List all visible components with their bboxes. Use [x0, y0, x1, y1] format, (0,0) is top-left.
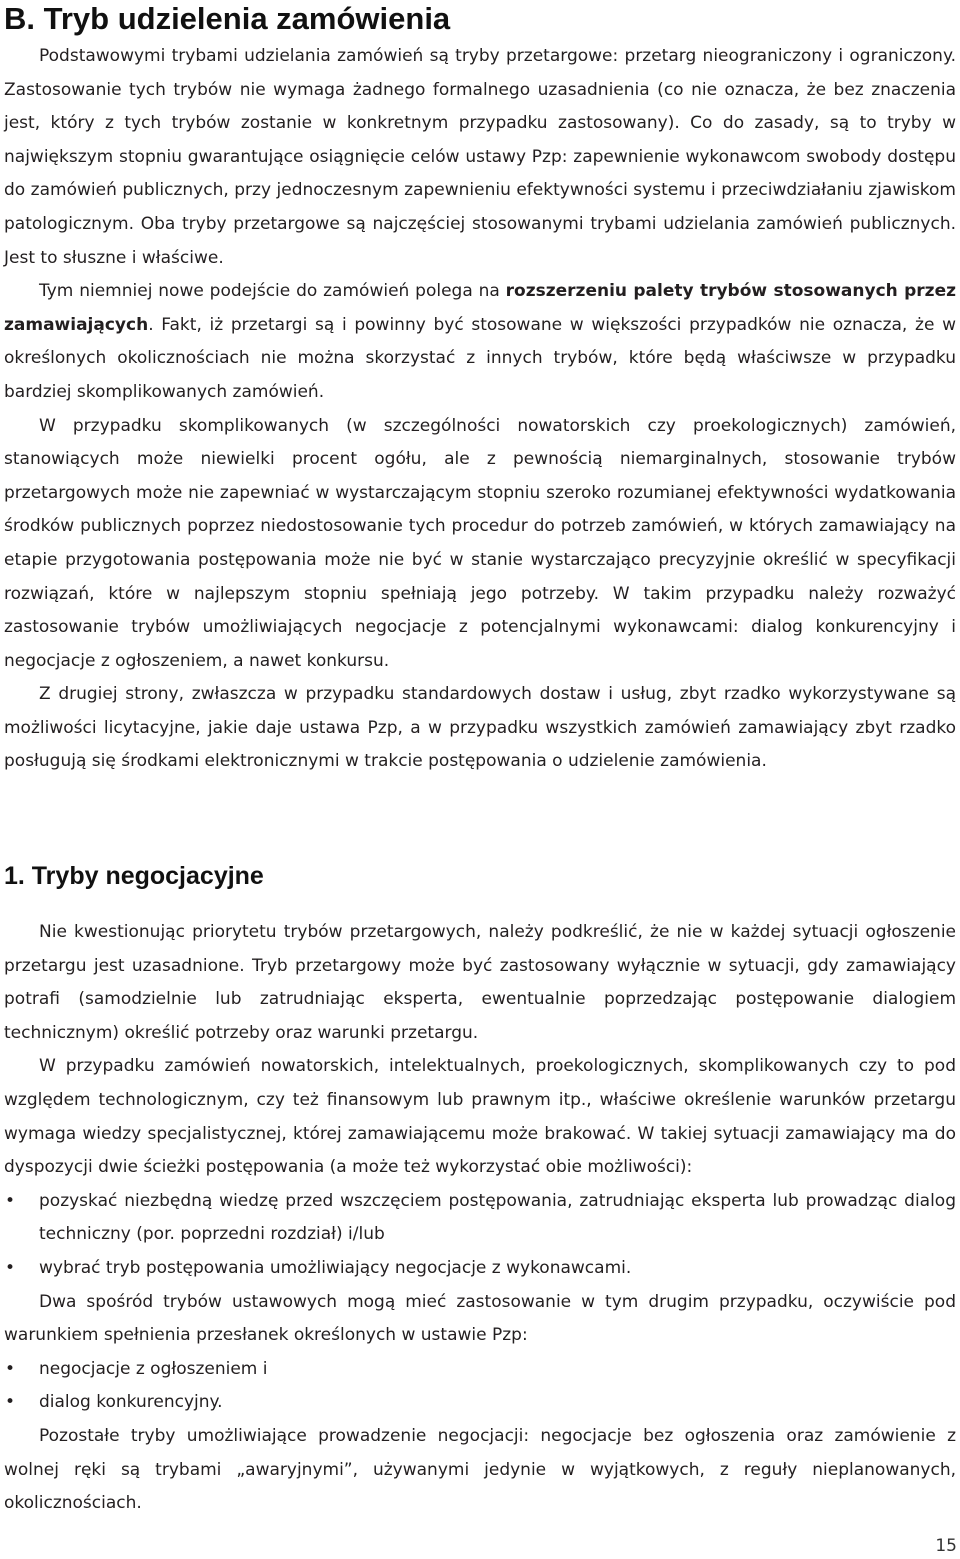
list-item: [4, 1353, 956, 1387]
paragraph: [4, 275, 956, 409]
paragraph: Dwa spośród trybów ustawowych mogą mieć zastosowanie w tym drugim przypadku, oczywiście pod warunkiem spełnienia przesłanek określonych w ustawie Pzp:: [4, 1291, 956, 1346]
section-heading-b: B. Tryb udzielenia zamówienia: [4, 1, 451, 36]
list-item-text: wybrać tryb postępowania umożliwiający negocjacje z wykonawcami.: [39, 1257, 632, 1278]
bullet-icon: •: [5, 1257, 16, 1278]
list-item: [4, 1386, 956, 1420]
paragraph: W przypadku skomplikowanych (w szczególności nowatorskich czy proekologicznych) zamówień, stanowiących może niewielki procent ogółu, ale z pewnością niemarginalnych, stosowanie trybów przetargowych może nie zapewniać w wystarczającym stopniu szeroko rozumianej efektywności wydatkowania środków publicznych poprzez niedostosowanie tych procedur do potrzeb zamówień, w których zamawiający na etapie przygotowania postępowania może nie być w stanie wystarczająco precyzyjnie określić w specyfikacji rozwiązań, które w najlepszym stopniu spełniają jego potrzeby. W takim przypadku należy rozważyć zastosowanie trybów umożliwiających negocjacje z potencjalnymi wykonawcami: dialog konkurencyjny i negocjacje z ogłoszeniem, a nawet konkursu.: [4, 415, 956, 671]
list-item: [4, 1252, 956, 1286]
bullet-icon: •: [5, 1392, 16, 1413]
section-1-body: [4, 916, 956, 1521]
list-item-text: dialog konkurencyjny.: [39, 1392, 223, 1413]
bullet-list: [4, 1353, 956, 1420]
list-item-text: pozyskać niezbędną wiedzę przed wszczęciem postępowania, zatrudniając eksperta lub prowadząc dialog techniczny (por. poprzedni rozdział) i/lub: [39, 1190, 956, 1245]
section-b-body: [4, 40, 956, 779]
list-item: [4, 1185, 956, 1252]
list-item-text: negocjacje z ogłoszeniem i: [39, 1358, 268, 1379]
bullet-icon: •: [5, 1190, 16, 1211]
section-heading-1: 1. Tryby negocjacyjne: [4, 862, 264, 890]
paragraph: Z drugiej strony, zwłaszcza w przypadku standardowych dostaw i usług, zbyt rzadko wykorzystywane są możliwości licytacyjne, jakie daje ustawa Pzp, a w przypadku wszystkich zamówień zamawiający zbyt rzadko posługują się środkami elektronicznymi w trakcie postępowania o udzielenie zamówienia.: [4, 684, 956, 772]
paragraph: W przypadku zamówień nowatorskich, intelektualnych, proekologicznych, skomplikowanych czy to pod względem technologicznym, czy też finansowym lub prawnym itp., właściwe określenie warunków przetargu wymaga wiedzy specjalistycznej, której zamawiającemu może brakować. W takiej sytuacji zamawiający ma do dyspozycji dwie ścieżki postępowania (a może też wykorzystać obie możliwości):: [4, 1056, 956, 1178]
text-run: . Fakt, iż przetargi są i powinny być stosowane w większości przypadków nie oznacza, że w określonych okolicznościach nie można skorzystać z innych trybów, które będą właściwsze w przypadku bardziej skomplikowanych zamówień.: [4, 314, 956, 402]
paragraph: Nie kwestionując priorytetu trybów przetargowych, należy podkreślić, że nie w każdej sytuacji ogłoszenie przetargu jest uzasadnione. Tryb przetargowy może być zastosowany wyłącznie w sytuacji, gdy zamawiający potrafi (samodzielnie lub zatrudniając eksperta, ewentualnie poprzedzając postępowanie dialogiem technicznym) określić potrzeby oraz warunki przetargu.: [4, 922, 956, 1043]
bullet-list: [4, 1185, 956, 1286]
text-run: Tym niemniej nowe podejście do zamówień polega na: [39, 281, 506, 302]
paragraph: Podstawowymi trybami udzielania zamówień są tryby przetargowe: przetarg nieograniczony i ograniczony. Zastosowanie tych trybów nie wymaga żadnego formalnego uzasadnienia (co nie oznacza, że bez znaczenia jest, który z tych trybów zostanie w konkretnym przypadku zastosowany). Co do zasady, są to tryby w największym stopniu gwarantujące osiągnięcie celów ustawy Pzp: zapewnienie wykonawcom swobody dostępu do zamówień publicznych, przy jednoczesnym zapewnieniu efektywności systemu i przeciwdziałaniu zjawiskom patologicznym. Oba tryby przetargowe są najczęściej stosowanymi trybami udzielania zamówień publicznych. Jest to słuszne i właściwe.: [4, 46, 956, 268]
bullet-icon: •: [5, 1358, 16, 1379]
page-number: 15: [935, 1536, 957, 1556]
emphasis-text: rozszerzeniu palety trybów stosowanych przez zamawiających: [4, 281, 956, 335]
paragraph: Pozostałe tryby umożliwiające prowadzenie negocjacji: negocjacje bez ogłoszenia oraz zamówienie z wolnej ręki są trybami „awaryjnymi”, używanymi jedynie w wyjątkowych, z reguły nieplanowanych, okolicznościach.: [4, 1425, 956, 1514]
